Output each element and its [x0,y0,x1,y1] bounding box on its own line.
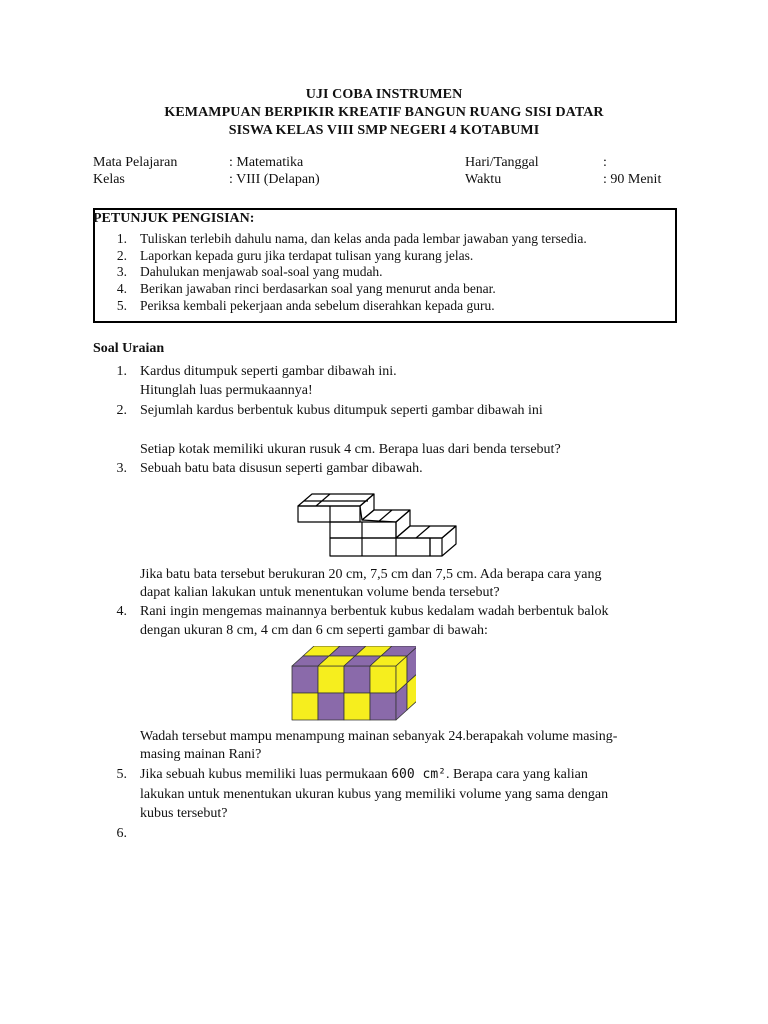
instruction-text: Tuliskan terlebih dahulu nama, dan kelas anda pada lembar jawaban yang tersedia. [140,231,587,246]
instructions-title: PETUNJUK PENGISIAN: [93,211,255,226]
question-4-text: Rani ingin mengemas mainannya berbentuk kubus kedalam wadah berbentuk balok [140,604,609,619]
question-5-text [140,767,588,783]
question-5-text-post: . Berapa cara yang kalian [445,767,588,782]
question-1-text: Kardus ditumpuk seperti gambar dibawah ini. [140,364,397,379]
question-3-text: Sebuah batu bata disusun seperti gambar dibawah. [140,461,423,476]
time-value: : 90 Menit [603,172,662,187]
header-title-line3: SISWA KELAS VIII SMP NEGERI 4 KOTABUMI [228,123,540,138]
front-cell [344,666,370,693]
question-number: 1. [116,364,127,379]
checkered-box-figure [288,646,416,722]
question-5-math: 600 cm² [391,767,446,782]
instruction-text: Laporkan kepada guru jika terdapat tulisan yang kurang jelas. [140,248,474,263]
question-1-text-line2: Hitunglah luas permukaannya! [140,383,313,398]
question-number: 3. [116,461,127,476]
instruction-num: 4. [116,281,127,296]
question-5-text-pre: Jika sebuah kubus memiliki luas permukaan [140,767,392,782]
question-3-text-line2: Jika batu bata tersebut berukuran 20 cm, 7,5 cm dan 7,5 cm. Ada berapa cara yang [140,567,602,582]
instruction-num: 5. [116,298,127,313]
instruction-text: Dahulukan menjawab soal-soal yang mudah. [140,264,383,279]
question-5-text-line2: lakukan untuk menentukan ukuran kubus yang memiliki volume yang sama dengan [140,787,609,802]
date-value: : [603,155,607,170]
instruction-num: 3. [116,264,127,279]
time-label: Waktu [465,172,502,187]
question-number: 2. [116,403,127,418]
question-5-text-line3: kubus tersebut? [140,806,228,821]
instruction-text: Berikan jawaban rinci berdasarkan soal yang menurut anda benar. [140,281,496,296]
section-title: Soal Uraian [93,341,165,356]
front-cell [292,693,318,720]
question-number: 4. [116,604,127,619]
subject-label: Mata Pelajaran [93,155,178,170]
subject-value: : Matematika [229,155,304,170]
question-4-text-line3: Wadah tersebut mampu menampung mainan sebanyak 24.berapakah volume masing- [140,729,618,744]
question-4-text-line2: dengan ukuran 8 cm, 4 cm dan 6 cm seperti gambar di bawah: [140,623,488,638]
question-3-text-line3: dapat kalian lakukan untuk menentukan volume benda tersebut? [140,585,500,600]
front-cell [344,693,370,720]
class-value: : VIII (Delapan) [229,172,320,187]
question-2-text: Sejumlah kardus berbentuk kubus ditumpuk seperti gambar dibawah ini [140,403,543,418]
instruction-num: 1. [116,231,127,246]
header-title-line1: UJI COBA INSTRUMEN [305,87,463,102]
instruction-num: 2. [116,248,127,263]
instruction-text: Periksa kembali pekerjaan anda sebelum diserahkan kepada guru. [140,298,495,313]
front-cell [292,666,318,693]
date-label: Hari/Tanggal [465,155,539,170]
question-2-text-line2: Setiap kotak memiliki ukuran rusuk 4 cm. Berapa luas dari benda tersebut? [140,442,561,457]
front-cell [370,666,396,693]
question-number: 5. [116,767,127,782]
class-label: Kelas [93,172,125,187]
front-cell [318,693,344,720]
question-4-text-line4: masing mainan Rani? [140,747,262,762]
front-cell [318,666,344,693]
header-title-line2: KEMAMPUAN BERPIKIR KREATIF BANGUN RUANG SISI DATAR [164,105,604,120]
front-cell [370,693,396,720]
brick-stack-figure [290,484,465,560]
question-number: 6. [116,826,127,841]
